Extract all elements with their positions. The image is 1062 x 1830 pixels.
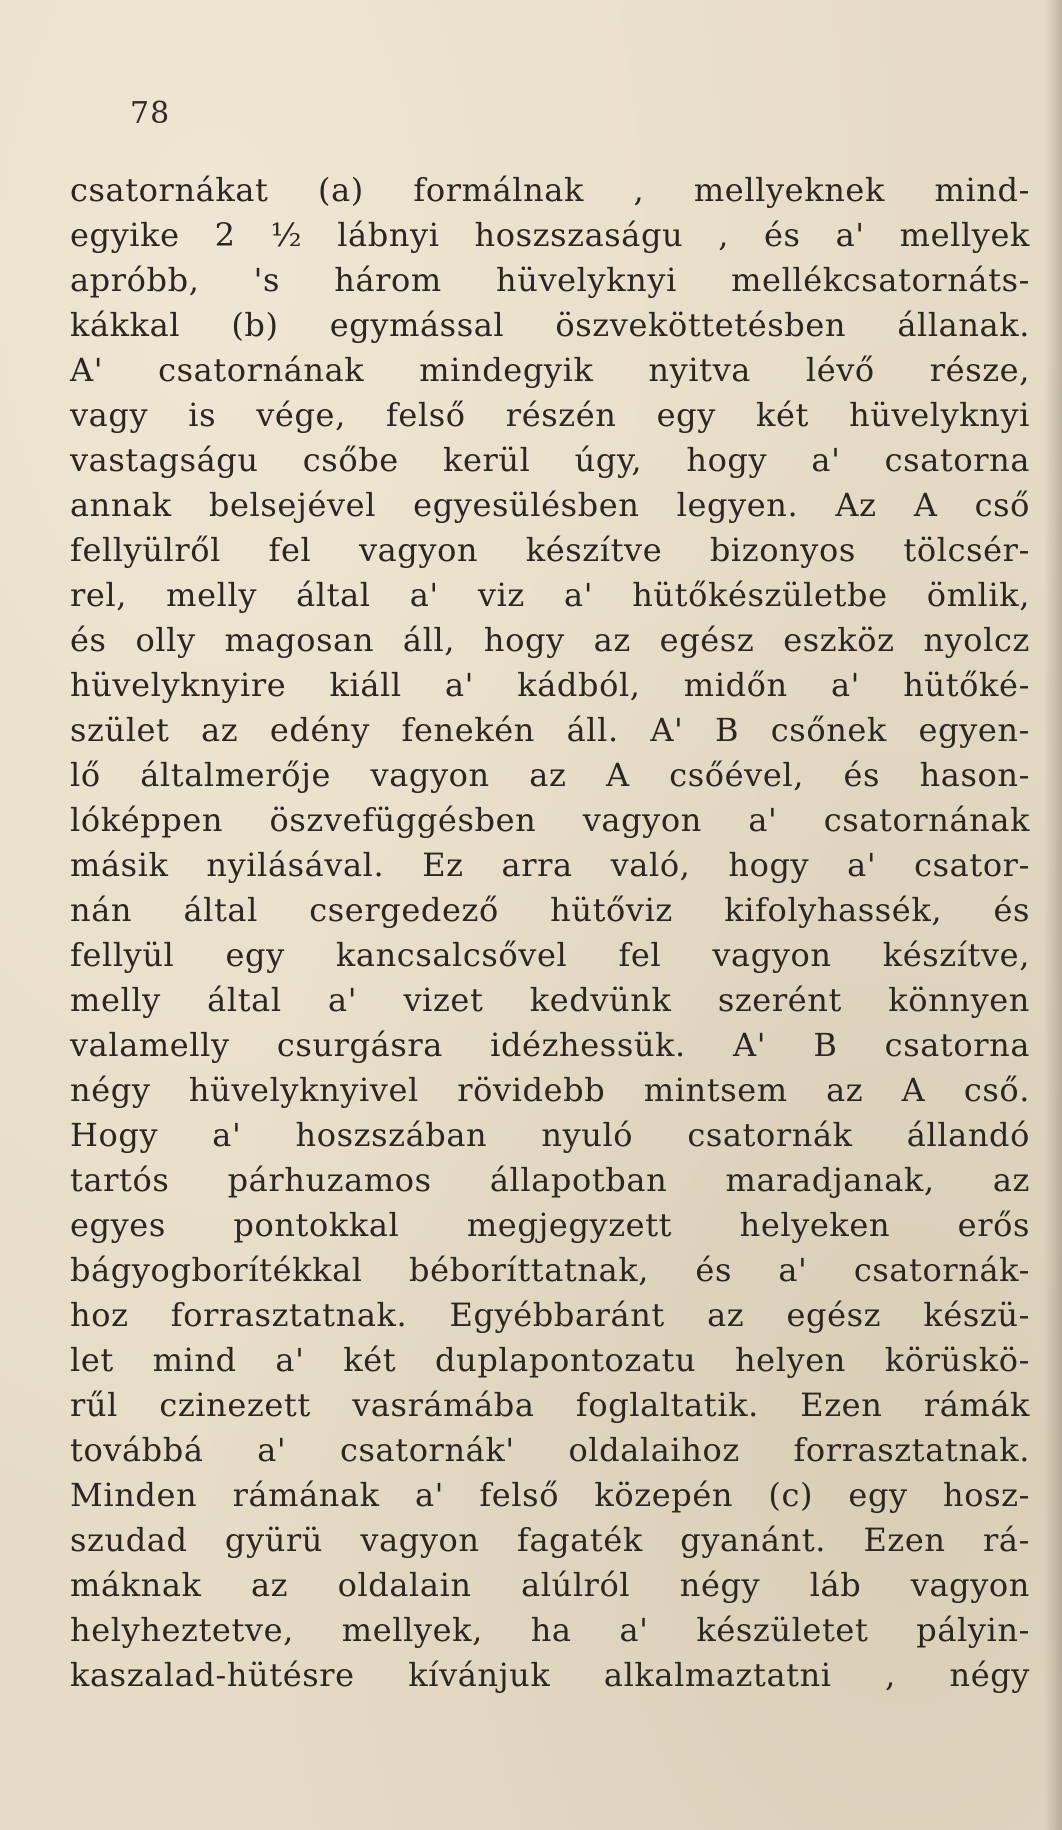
- page-edge-shadow: [1044, 0, 1062, 1830]
- text-line: apróbb, 's három hüvelyknyi mellékcsatornáts-: [70, 261, 1030, 299]
- text-line: és olly magosan áll, hogy az egész eszköz nyolcz: [70, 621, 1030, 659]
- text-line: máknak az oldalain alúlról négy láb vagyon: [70, 1566, 1030, 1604]
- text-line: let mind a' két duplapontozatu helyen körüskö-: [70, 1341, 1030, 1379]
- text-line: szudad gyürü vagyon fagaték gyanánt. Ezen rá-: [70, 1521, 1030, 1559]
- text-line: csatornákat (a) formálnak , mellyeknek mind-: [70, 171, 1030, 209]
- text-line: bágyogborítékkal béboríttatnak, és a' csatornák-: [70, 1251, 1030, 1289]
- page-number: 78: [130, 96, 171, 131]
- text-line: rel, melly által a' viz a' hütőkészületbe ömlik,: [70, 576, 1030, 614]
- text-line: vastagságu csőbe kerül úgy, hogy a' csatorna: [70, 441, 1030, 479]
- text-line: Hogy a' hoszszában nyuló csatornák állandó: [70, 1116, 1030, 1154]
- text-line: annak belsejével egyesülésben legyen. Az A cső: [70, 486, 1030, 524]
- text-line: hüvelyknyire kiáll a' kádból, midőn a' hütőké-: [70, 666, 1030, 704]
- text-line: melly által a' vizet kedvünk szerént könnyen: [70, 981, 1030, 1019]
- text-line: négy hüvelyknyivel rövidebb mintsem az A cső.: [70, 1071, 1030, 1109]
- text-line: fellyül egy kancsalcsővel fel vagyon készítve,: [70, 936, 1030, 974]
- text-line: A' csatornának mindegyik nyitva lévő része,: [70, 351, 1030, 389]
- text-line: helyheztetve, mellyek, ha a' készületet pályin-: [70, 1611, 1030, 1649]
- text-line: kaszalad-hütésre kívánjuk alkalmaztatni , négy: [70, 1656, 1030, 1694]
- text-line: egyes pontokkal megjegyzett helyeken erős: [70, 1206, 1030, 1244]
- text-line: másik nyilásával. Ez arra való, hogy a' csator-: [70, 846, 1030, 884]
- text-line: szület az edény fenekén áll. A' B csőnek egyen-: [70, 711, 1030, 749]
- text-line: lóképpen öszvefüggésben vagyon a' csatornának: [70, 801, 1030, 839]
- text-line: Minden rámának a' felső közepén (c) egy hosz-: [70, 1476, 1030, 1514]
- text-line: lő általmerője vagyon az A csőével, és hason-: [70, 756, 1030, 794]
- text-line: kákkal (b) egymással öszveköttetésben állanak.: [70, 306, 1030, 344]
- text-line: valamelly csurgásra idézhessük. A' B csatorna: [70, 1026, 1030, 1064]
- text-line: hoz forrasztatnak. Egyébbaránt az egész készü-: [70, 1296, 1030, 1334]
- body-text: [70, 168, 1030, 1698]
- text-line: egyike 2 ½ lábnyi hoszszaságu , és a' mellyek: [70, 216, 1030, 254]
- text-line: fellyülről fel vagyon készítve bizonyos tölcsér-: [70, 531, 1030, 569]
- text-line: továbbá a' csatornák' oldalaihoz forrasztatnak.: [70, 1431, 1030, 1469]
- text-line: tartós párhuzamos állapotban maradjanak, az: [70, 1161, 1030, 1199]
- text-line: nán által csergedező hütőviz kifolyhassék, és: [70, 891, 1030, 929]
- text-line: rűl czinezett vasrámába foglaltatik. Ezen rámák: [70, 1386, 1030, 1424]
- text-line: vagy is vége, felső részén egy két hüvelyknyi: [70, 396, 1030, 434]
